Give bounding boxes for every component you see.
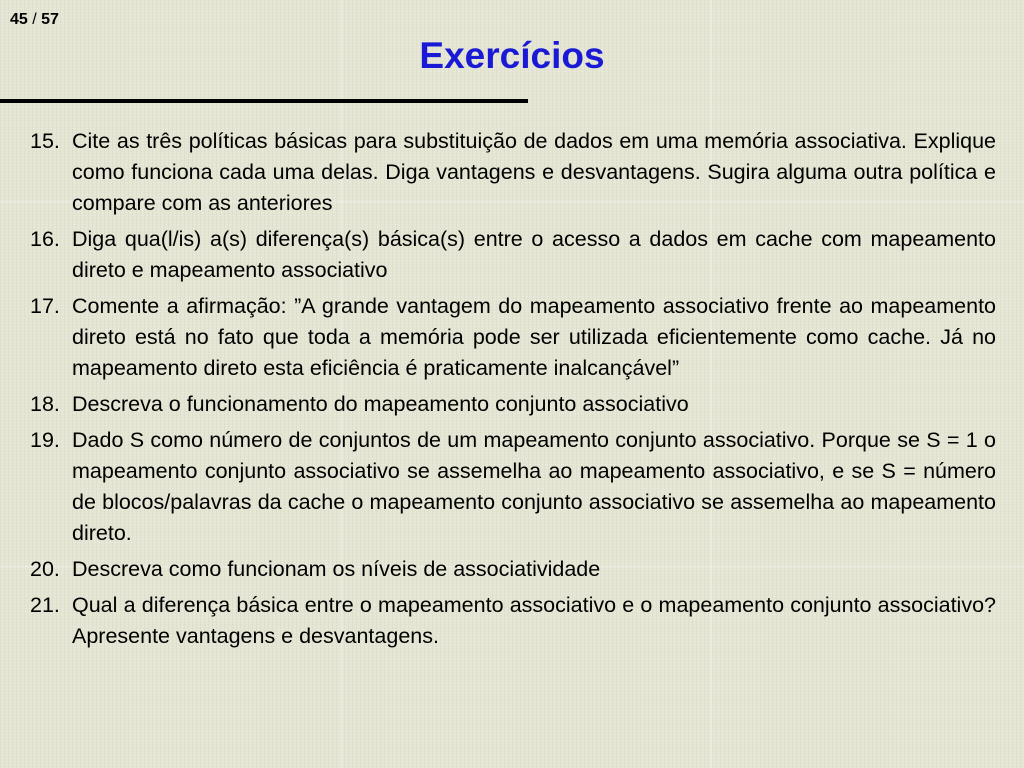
exercise-item-19 bbox=[30, 425, 996, 549]
exercise-text: Dado S como número de conjuntos de um mapeamento conjunto associativo. Porque se S = 1 o mapeamento conjunto associativo se assemelha ao mapeamento associativo, e se S = número de blocos/palavras da cache o mapeamento conjunto associativo se assemelha ao mapeamento direto. bbox=[72, 428, 996, 545]
exercise-item-18 bbox=[30, 389, 996, 420]
exercise-item-16 bbox=[30, 224, 996, 286]
title-underline-rule bbox=[0, 99, 528, 103]
exercise-number: 21. bbox=[30, 593, 60, 617]
slide-counter bbox=[10, 11, 59, 29]
exercise-item-17 bbox=[30, 291, 996, 384]
exercise-number: 15. bbox=[30, 129, 60, 153]
exercise-number: 17. bbox=[30, 294, 60, 318]
exercise-item-20 bbox=[30, 554, 996, 585]
current-slide-number: 45 bbox=[10, 11, 28, 28]
exercise-text: Comente a afirmação: ”A grande vantagem do mapeamento associativo frente ao mapeamento direto está no fato que toda a memória pode ser utilizada eficientemente como cache. Já no mapeamento direto esta eficiência é praticamente inalcançável” bbox=[72, 294, 996, 380]
exercise-text: Cite as três políticas básicas para substituição de dados em uma memória associativa. Explique como funciona cada uma delas. Diga vantagens e desvantagens. Sugira alguma outra política e compare com as anteriores bbox=[72, 129, 996, 215]
slide-title: Exercícios bbox=[419, 35, 605, 76]
exercise-number: 16. bbox=[30, 227, 60, 251]
exercise-item-21 bbox=[30, 590, 996, 652]
exercise-number: 19. bbox=[30, 428, 60, 452]
exercise-number: 18. bbox=[30, 392, 60, 416]
exercise-list bbox=[30, 126, 996, 657]
total-slide-number: 57 bbox=[41, 11, 59, 28]
exercise-text: Diga qua(l/is) a(s) diferença(s) básica(s) entre o acesso a dados em cache com mapeamento direto e mapeamento associativo bbox=[72, 227, 996, 282]
exercise-text: Qual a diferença básica entre o mapeamento associativo e o mapeamento conjunto associativo? Apresente vantagens e desvantagens. bbox=[72, 593, 996, 648]
exercise-text: Descreva como funcionam os níveis de associatividade bbox=[72, 557, 601, 581]
exercise-item-15 bbox=[30, 126, 996, 219]
exercise-text: Descreva o funcionamento do mapeamento conjunto associativo bbox=[72, 392, 689, 416]
slide-counter-separator: / bbox=[32, 11, 37, 28]
exercise-number: 20. bbox=[30, 557, 60, 581]
